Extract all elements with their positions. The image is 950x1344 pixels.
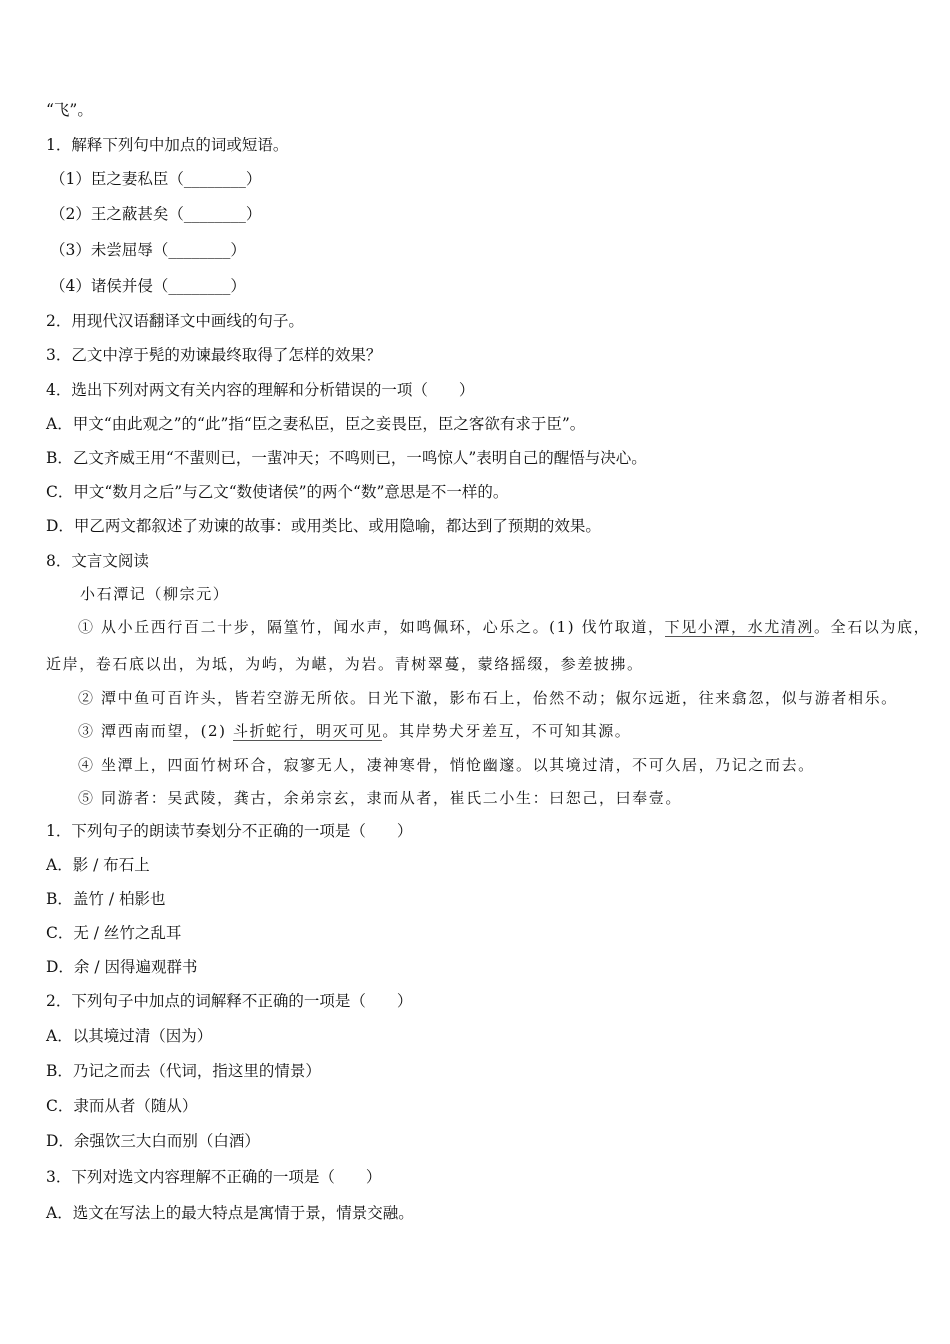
passage-text: 。其岸势犬牙差互，不可知其源。 bbox=[382, 722, 632, 740]
question-2: 2．用现代汉语翻译文中画线的句子。 bbox=[46, 312, 304, 330]
sub-question: （1）臣之妻私臣（________） bbox=[50, 170, 262, 188]
option-d: D．余强饮三大白而别（白酒） bbox=[46, 1132, 260, 1150]
option-c: C．无 / 丝竹之乱耳 bbox=[46, 924, 182, 942]
passage-paragraph-4: ④ 坐潭上，四面竹树环合，寂寥无人，凄神寒骨，悄怆幽邃。以其境过清，不可久居，乃记之而去。 bbox=[78, 756, 815, 774]
option-a: A．甲文“由此观之”的“此”指“臣之妻私臣，臣之妾畏臣，臣之客欲有求于臣”。 bbox=[46, 415, 586, 433]
option-b: B．盖竹 / 柏影也 bbox=[46, 890, 166, 908]
passage-text: ① 从小丘西行百二十步，隔篁竹，闻水声，如鸣佩环，心乐之。(1) 伐竹取道， bbox=[78, 618, 665, 636]
section-heading: 8．文言文阅读 bbox=[46, 552, 149, 570]
option-b: B．乃记之而去（代词，指这里的情景） bbox=[46, 1062, 321, 1080]
passage-title: 小石潭记（柳宗元） bbox=[80, 585, 230, 603]
option-b: B．乙文齐威王用“不蜚则已，一蜚冲天；不鸣则已，一鸣惊人”表明自己的醒悟与决心。 bbox=[46, 449, 647, 467]
option-c: C．甲文“数月之后”与乙文“数使诸侯”的两个“数”意思是不一样的。 bbox=[46, 483, 509, 501]
option-c: C．隶而从者（随从） bbox=[46, 1097, 198, 1115]
sub-question: （2）王之蔽甚矣（________） bbox=[50, 205, 262, 223]
passage-paragraph-3 bbox=[78, 721, 631, 741]
question-3: 3．乙文中淳于髡的劝谏最终取得了怎样的效果？ bbox=[46, 346, 382, 364]
option-a: A．选文在写法上的最大特点是寓情于景，情景交融。 bbox=[46, 1204, 414, 1222]
passage-text: ③ 潭西南而望，(2) bbox=[78, 722, 233, 740]
question-1: 1．解释下列句中加点的词或短语。 bbox=[46, 136, 289, 154]
option-d: D．余 / 因得遍观群书 bbox=[46, 958, 198, 976]
underlined-sentence: 斗折蛇行，明灭可见 bbox=[232, 722, 383, 740]
question-3: 3．下列对选文内容理解不正确的一项是（ ） bbox=[46, 1168, 382, 1186]
underlined-sentence: 下见小潭，水尤清冽 bbox=[664, 618, 814, 636]
option-a: A．以其境过清（因为） bbox=[46, 1027, 213, 1045]
passage-paragraph-5: ⑤ 同游者：吴武陵，龚古，余弟宗玄，隶而从者，崔氏二小生：曰恕己，曰奉壹。 bbox=[78, 789, 682, 807]
passage-paragraph-1-cont: 近岸，卷石底以出，为坻，为屿，为嵁，为岩。青树翠蔓，蒙络摇缀，参差披拂。 bbox=[46, 655, 644, 673]
question-4: 4．选出下列对两文有关内容的理解和分析错误的一项（ ） bbox=[46, 381, 475, 399]
sub-question: （4）诸侯并侵（________） bbox=[50, 277, 246, 295]
passage-paragraph-2: ② 潭中鱼可百许头，皆若空游无所依。日光下澈，影布石上，佁然不动；俶尔远逝，往来翕忽，似与游者相乐。 bbox=[78, 689, 898, 707]
option-a: A．影 / 布石上 bbox=[46, 856, 150, 874]
text-line: “飞”。 bbox=[46, 101, 93, 119]
option-d: D．甲乙两文都叙述了劝谏的故事：或用类比、或用隐喻，都达到了预期的效果。 bbox=[46, 517, 601, 535]
question-2: 2．下列句子中加点的词解释不正确的一项是（ ） bbox=[46, 992, 413, 1010]
question-1: 1．下列句子的朗读节奏划分不正确的一项是（ ） bbox=[46, 822, 413, 840]
sub-question: （3）未尝屈辱（________） bbox=[50, 241, 246, 259]
passage-text: 。全石以为底， bbox=[814, 618, 931, 636]
passage-paragraph-1 bbox=[78, 617, 930, 637]
